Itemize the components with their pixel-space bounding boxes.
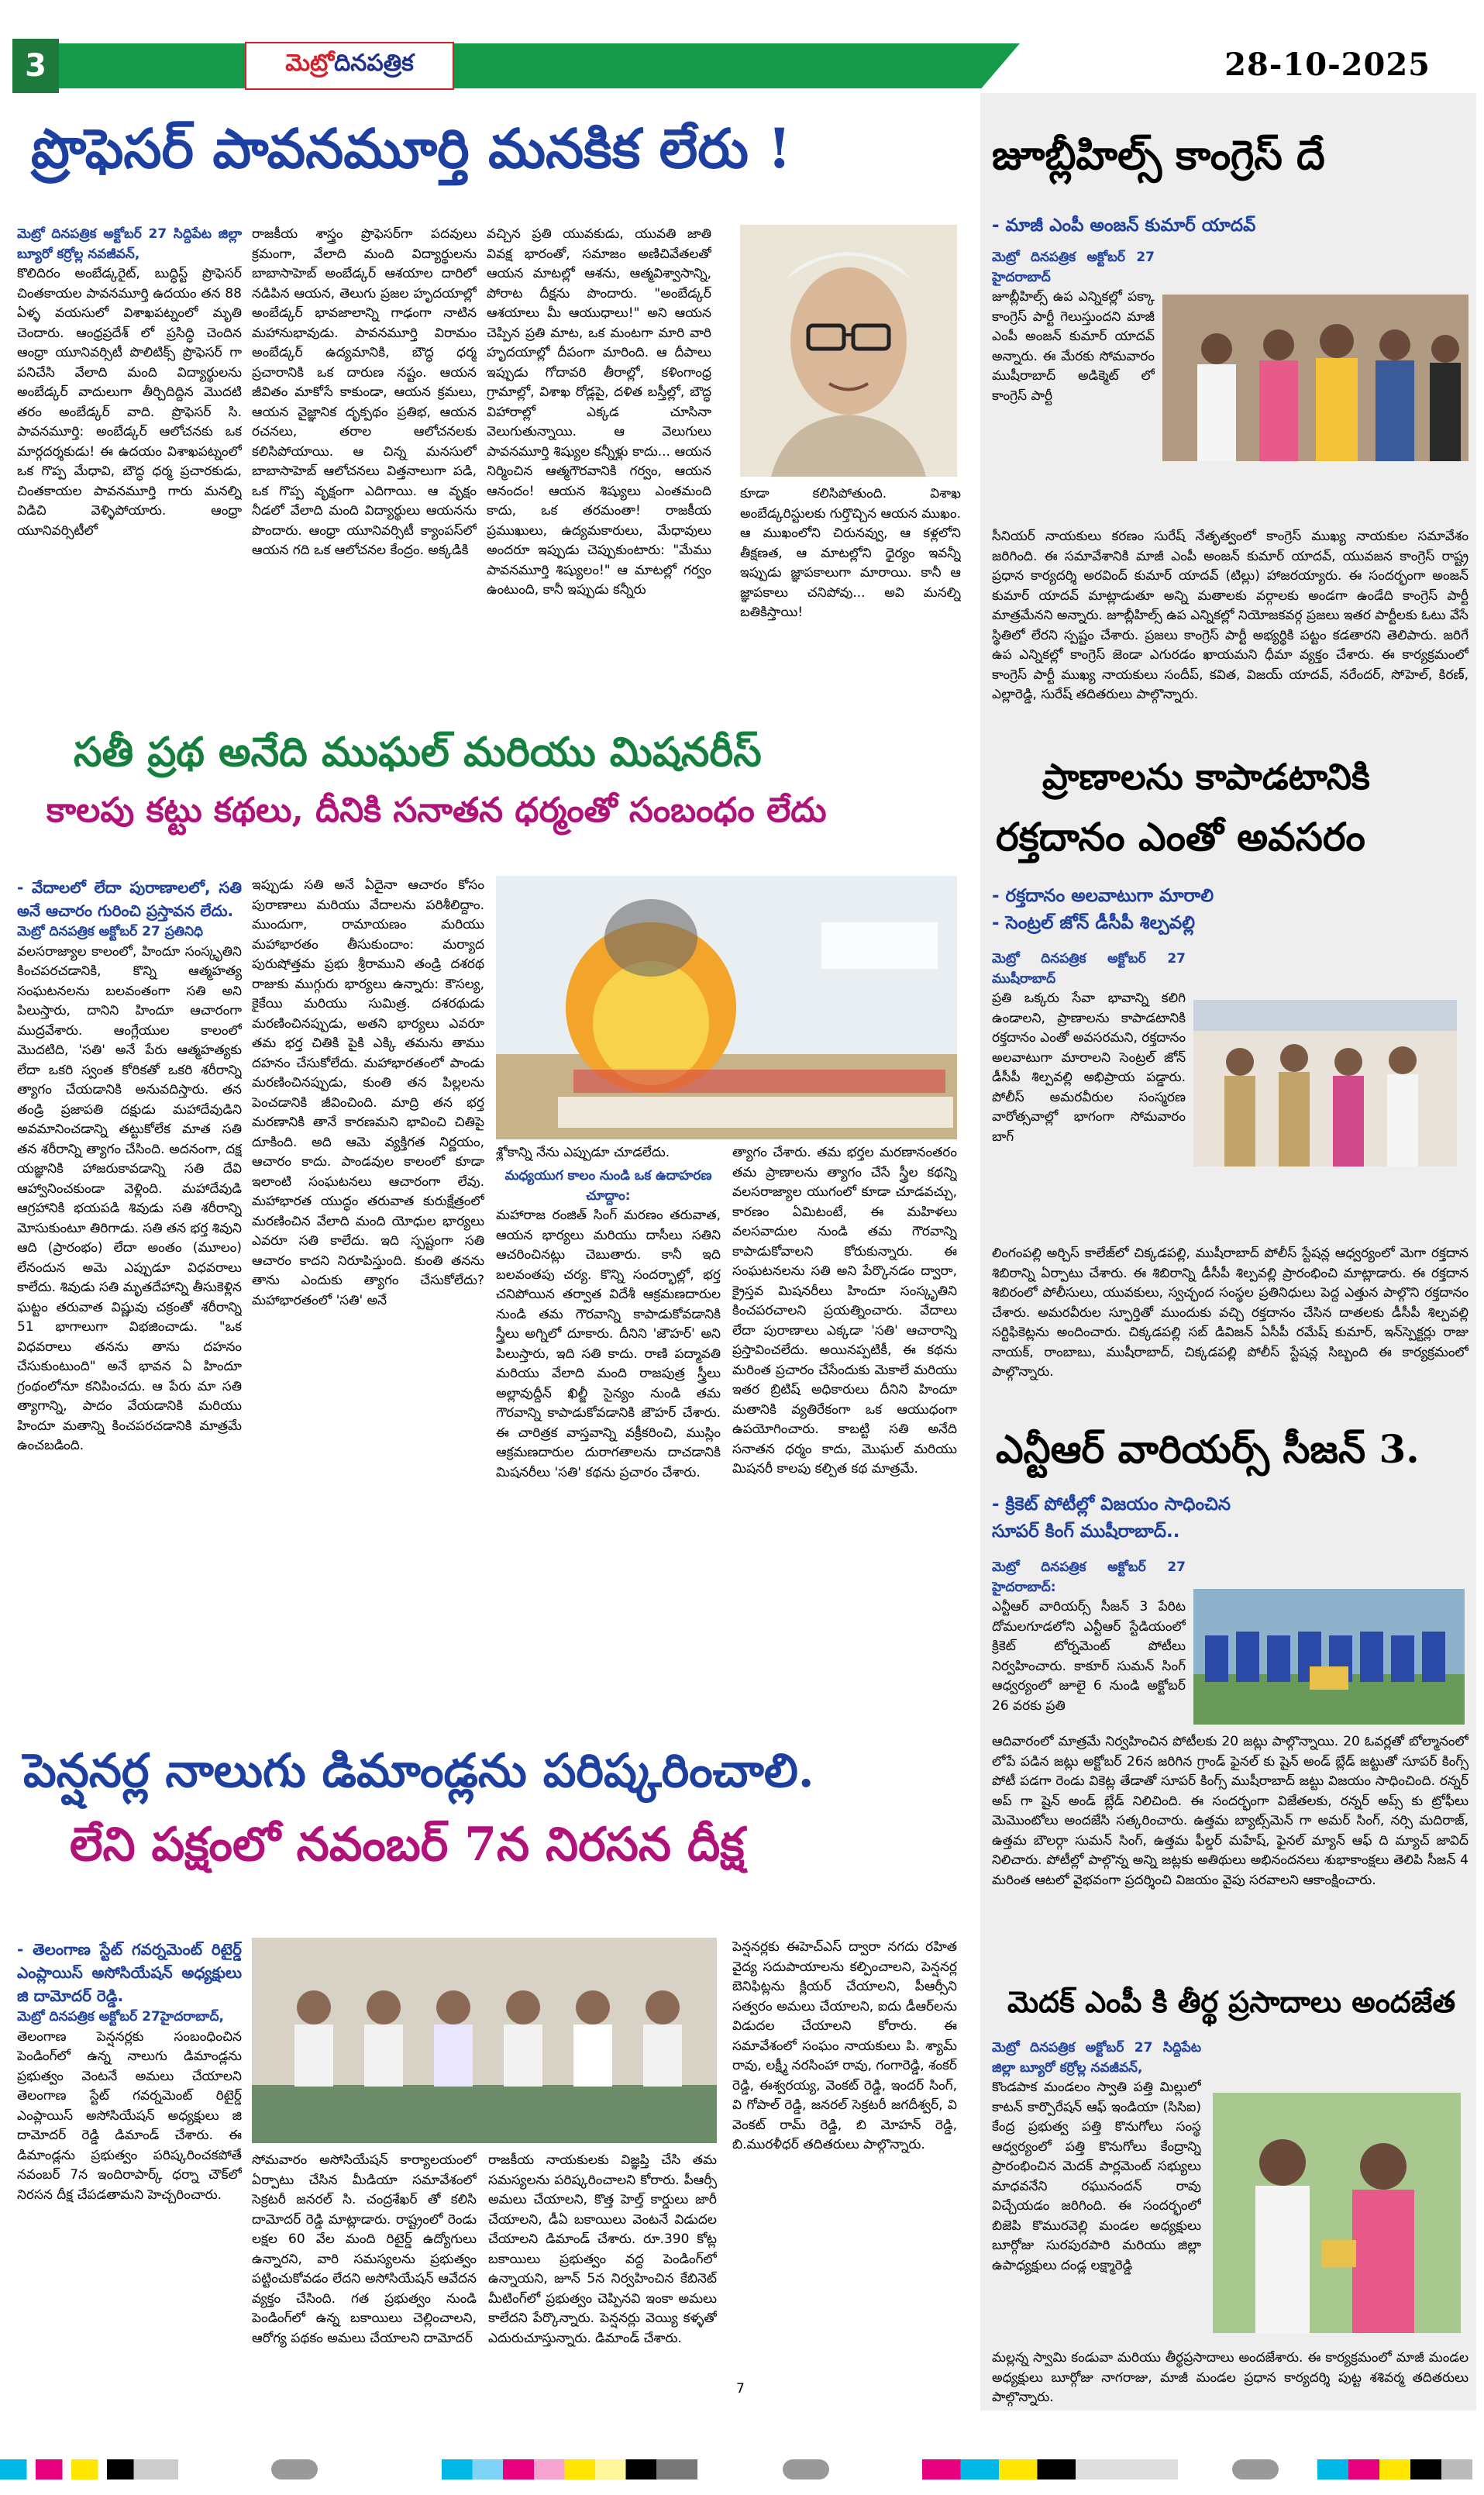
right3-column-side [992, 1558, 1186, 1732]
story2-column-2 [252, 876, 484, 1713]
right3-column-full [992, 1732, 1469, 1976]
right1-text-full: సీనియర్ నాయకులు కరణం సురేష్ నేతృత్వంలో కాంగ్రెస్ ముఖ్య నాయకుల సమావేశం జరిగింది. ఈ సమావేశానికి మాజీ ఎంపీ అంజన్ కుమార్ యాదవ్, యువజన కాంగ్రెస్ రాష్ట్ర ప్రధాన కార్యదర్శి అరవింద్ కుమార్ యాదవ్ (టిల్లు) హాజరయ్యారు. ఈ సందర్భంగా అంజన్ కుమార్ యాదవ్ మాట్లాడుతూ అన్ని మతాలకు వర్గాలకు అండగా ఉండేది కాంగ్రెస్ పార్టీ మాత్రమేనని అన్నారు. జూబ్లీహిల్స్ ఉప ఎన్నికల్లో నియోజకవర్గ ప్రజలు ఇతర పార్టీలకు ఓటు వేసే స్థితిలో లేరని స్పష్టం చేశారు. ప్రజలు కాంగ్రెస్ పార్టీ అభ్యర్థికి పట్టం కడతారని తెలిపారు. జరిగే ఉప ఎన్నికల్లో కాంగ్రెస్ జెండా ఎగురడం ఖాయమని ధీమా వ్యక్తం చేశారు. ఈ కార్యక్రమంలో కాంగ్రెస్ పార్టీ ముఖ్య నాయకులు సందీప్, కవిత, విజయ్ యాదవ్, నరేందర్, సోహెల్, కిరణ్, ఎల్లారెడ్డి, సురేష్ తదితరులు పాల్గొన్నారు. [992, 529, 1469, 702]
right1-column-full [992, 527, 1469, 752]
right2-text-full: లింగంపల్లి అర్చిస్ కాలేజ్‌లో చిక్కడపల్లి, ముషీరాబాద్ పోలీస్ స్టేషన్ల ఆధ్వర్యంలో మెగా రక్తదాన శిబిరాన్ని ఏర్పాటు చేశారు. ఈ శిబిరాన్ని డీసీపీ శిల్పవల్లి ప్రారంభించి మాట్లాడారు. ఈ రక్తదాన శిబిరంలో పోలీసులు, యువకులు, స్వచ్ఛంద సంస్థల ప్రతినిధులు పెద్ద ఎత్తున పాల్గొని రక్తదానం చేశారు. అమరవీరుల స్ఫూర్తితో ముందుకు వచ్చి రక్తదానం చేసిన దాతలకు డీసీపీ శిల్పవల్లి సర్టిఫికెట్లను అందించారు. చిక్కడపల్లి సబ్ డివిజన్ ఏసీపీ రమేష్ కుమార్, ఇన్‌స్పెక్టర్లు రాజు నాయక్, రాంబాబు, ముషీరాబాద్, చిక్కడపల్లి పోలీస్ స్టేషన్ల సిబ్బంది ఈ కార్యక్రమంలో పాల్గొన్నారు. [992, 1246, 1469, 1380]
right1-column-side [992, 248, 1155, 527]
story3-text-3: రాజకీయ నాయకులకు విజ్ఞప్తి చేసి తమ సమస్యలను పరిష్కరించాలని కోరారు. పీఆర్సీ అమలు చేయాలని, కొత్త హెల్త్ కార్డులు జారీ చేయాలని, డీఏ బకాయిలు వెంటనే విడుదల చేయాలని డిమాండ్ చేశారు. రూ.390 కోట్ల బకాయిలు ప్రభుత్వం వద్ద పెండింగ్‌లో ఉన్నాయని, జూన్ 5న నిర్వహించిన కేబినెట్ మీటింగ్‌లో ప్రభుత్వం చెప్పినవి ఇంకా అమలు కాలేదని పేర్కొన్నారు. పెన్షనర్లు వెయ్యి కళ్ళతో ఎదురుచూస్తున్నారు. డిమాండ్ చేశారు. [488, 2152, 717, 2346]
story1-text-1: కొలిదిరం అంబేడ్కరైట్, బుద్ధిస్ట్ ప్రొఫెసర్ చింతకాయల పావనమూర్తి ఉదయం తన 88 ఏళ్ళ వయసులో విశాఖపట్నంలో మృతి చెందారు. ఆంధ్రప్రదేశ్ లో ప్రసిద్ధి చెందిన ఆంధ్రా యూనివర్సిటీ పొలిటిక్స్ ప్రొఫెసర్ గా పనిచేసి వేలాది మంది విద్యార్థులను అంబేడ్కర్ వాదులుగా తీర్చిదిద్దిన మొదటి తరం అంబేడ్కర్ వాది. ప్రొఫెసర్ సి. పావనమూర్తి: అంబేడ్కర్ ఆలోచనకు ఒక మార్గదర్శకుడు! ఈ ఉదయం విశాఖపట్నంలో ఒక గొప్ప మేధావి, బౌద్ధ ధర్మ ప్రచారకుడు, చింతకాయల పావనమూర్తి గారు మనల్ని విడిచి వెళ్ళిపోయారు. ఆంధ్రా యూనివర్సిటీలో [17, 266, 242, 539]
story3-column-4 [732, 1938, 957, 2380]
right3-subhead-2: సూపర్ కింగ్ ముషీరాబాద్.. [992, 1521, 1180, 1542]
blood-donation-photo [1193, 1000, 1457, 1167]
story3-text-4: పెన్షనర్లకు ఈహెచ్ఎస్ ద్వారా నగదు రహిత వైద్య సదుపాయాలను కల్పించాలని, పెన్షనర్ల బెనిఫిట్లను క్లియర్ చేయాలని, పీఆర్సీని సత్వరం అమలు చేయాలని, ఐదు డీఆర్‌లను విడుదల చేయాలని కోరారు. ఈ సమావేశంలో సంఘం నాయకులు పి. శ్యామ్ రావు, లక్ష్మీ నరసింహా రావు, గంగారెడ్డి, శంకర్ రెడ్డి, ఈశ్వరయ్య, వెంకట్ రెడ్డి, ఇందర్ సింగ్, వి గోపాల్ రెడ్డి, జనరల్ సెక్రటరీ జగదీశ్వర్, వి వెంకట్ రామ్ రెడ్డి, బి మోహన్ రెడ్డి, బి.మురళీధర్ తదితరులు పాల్గొన్నారు. [732, 1939, 957, 2152]
right1-dateline: మెట్రో దినపత్రిక అక్టోబర్ 27 హైదరాబాద్ [992, 250, 1155, 285]
story2-subhead: - వేదాలలో లేదా పురాణాలలో, సతి అనే ఆచారం గురించి ప్రస్తావన లేదు. [17, 878, 242, 920]
story1-text-3: వచ్చిన ప్రతి యువకుడు, యువతి జాతి వివక్ష భారంతో, సమాజం అణిచివేతలతో ఆయన మాటల్లో ఆశను, ఆత్మవిశ్వాసాన్ని, పోరాట దీక్షను పొందారు. "అంబేడ్కర్ ఆశయాలు మీ ఆయుధాలు!" అని ఆయన చెప్పిన ప్రతి మాట, ఒక మంటగా మారి వారి హృదయాల్లో దీపంగా మారింది. ఆ దీపాలు ఇప్పుడు గోదావరి తీరాల్లో, కళింగాంధ్ర గ్రామాల్లో, విశాఖ రోడ్లపై, దళిత బస్తీల్లో, బౌద్ధ విహారాల్లో ఎక్కడ చూసినా వెలుగుతున్నాయి. ఆ వెలుగులు పావనమూర్తి శిష్యుల కన్నీళ్లు కాదు... ఆయన నిర్మించిన ఆత్మగౌరవానికి గర్వం, ఆయన ఆనందం! ఆయన శిష్యులు ఎంతమంది కాదు, ఒక తరమంతా! రాజకీయ ప్రముఖులు, ఉద్యమకారులు, మేధావులు అందరూ ఇప్పుడు చెప్పుకుంటారు: "మేము పావనమూర్తి శిష్యులం!" ఆ మాటల్లో గర్వం ఉంటుంది, కానీ ఇప్పుడు కన్నీరు [487, 226, 711, 598]
registration-mark-3 [1232, 2459, 1279, 2479]
right1-subhead: - మాజీ ఎంపీ అంజన్ కుమార్ యాదవ్ [992, 215, 1256, 236]
pensioners-meeting-photo [252, 1938, 717, 2143]
story2-column-1 [17, 876, 242, 1713]
right4-headline: మెదక్ ఎంపీ కి తీర్థ ప్రసాదాలు అందజేత [1007, 1984, 1456, 2019]
story3-dateline: మెట్రో దినపత్రిక అక్టోబర్ 27హైదరాబాద్, [17, 2009, 224, 2025]
story3-column-2 [252, 2151, 477, 2383]
right2-dateline: మెట్రో దినపత్రిక అక్టోబర్ 27 ముషీరాబాద్ [992, 951, 1186, 987]
right1-headline: జూబ్లీహిల్స్ కాంగ్రెస్ దే [992, 132, 1325, 179]
registration-bar-right [922, 2459, 1178, 2479]
story2-subhead-mid: మధ్యయుగ కాలం నుండి ఒక ఉదాహరణ చూద్దాం: [504, 1168, 712, 1204]
story3-column-3 [488, 2151, 717, 2383]
logo-part-2: దినపత్రిక [334, 50, 414, 77]
story2-headline-line-1: సతీ ప్రథ అనేది ముఘల్ మరియు మిషనరీస్ [74, 729, 762, 776]
story2-text-1: వలసరాజ్యాల కాలంలో, హిందూ సంస్కృతిని కించపరచడానికి, కొన్ని ఆత్మహత్య సంఘటనలను బలవంతంగా సతి అని పిలుస్తారు, దానిని హిందూ ఆచారంగా ముద్రవేశారు. ఆంగ్లేయుల కాలంలో మొదటిది, 'సతి' అనే పేరు ఆత్మహత్యకు లేదా ఒకరి స్వంత కోరికతో ఒకరి శరీరాన్ని త్యాగం చేయడానికి అనువదిస్తారు. తన తండ్రి ప్రజాపతి దక్షుడు మహాదేవుడిని అవమానించడాన్ని తట్టుకోలేక మాత సతి తన శరీరాన్ని త్యాగం చేసింది. అదనంగా, దక్ష యజ్ఞానికి హాజరుకావడాన్ని సతి దేవి ఆహ్వానించకుండా వెళ్లింది. మహాదేవుడి ఆగ్రహానికి భయపడి శివుడు సతి శరీరాన్ని మోసుకుంటూ తిరిగాడు. సతి తన భర్త శివుని ఆది (ప్రారంభం) లేదా అంతం (మూలం) లేనందున అమె ఎప్పుడూ విధవరాలు కాలేదు. శివుడు సతి మృతదేహాన్ని తీసుకెళ్లిన ఘట్టం తరువాత విష్ణువు చక్రంతో శరీరాన్ని 51 భాగాలుగా విభజించాడు. "ఒక విధవరాలు తనను తాను దహనం చేసుకుంటుంది" అనే భావన ఏ హిందూ గ్రంథంలోనూ కనిపించదు. ఆ పేరు మా సతి త్యాగాన్ని, పాదం వేయడానికి మరియు హిందూ మతాన్ని కించపరచడానికి మాత్రమే ఉంచబడింది. [17, 943, 242, 1453]
story3-headline-line-2: లేని పక్షంలో నవంబర్ 7న నిరసన దీక్ష [70, 1818, 745, 1872]
right2-subhead-2: - సెంట్రల్ జోన్ డీసీపీ శిల్పవల్లి [992, 913, 1195, 933]
story2-dateline: మెట్రో దినపత్రిక అక్టోబర్ 27 ప్రతినిధి [17, 924, 204, 939]
right2-column-side [992, 949, 1186, 1244]
right4-dateline: మెట్రో దినపత్రిక అక్టోబర్ 27 సిద్దిపేట జిల్లా బ్యూరో కర్రోల్ల నవజీవన్, [992, 2040, 1201, 2076]
right3-text-side: ఎన్టీఆర్ వారియర్స్ సీజన్ 3 పేరిట దోమలగూడలోని ఎన్టీఆర్ స్టేడియంలో క్రికెట్ టోర్నమెంట్ పోటీలు నిర్వహించారు. కాకూర్ సుమన్ సింగ్ ఆధ్వర్యంలో జూలై 6 నుండి అక్టోబర్ 26 వరకు ప్రతి [992, 1599, 1186, 1714]
registration-bar-left [0, 2459, 178, 2479]
story2-text-3: మహారాజ రంజిత్ సింగ్ మరణం తరువాత, ఆయన భార్యలు మరియు దాసీలు సతిని ఆచరించినట్లు చెబుతారు. కానీ ఇది బలవంతపు చర్య. కొన్ని సందర్భాల్లో, భర్త చనిపోయిన తర్వాత విదేశీ ఆక్రమణదారుల నుండి తమ గౌరవాన్ని కాపాడుకోవడానికి స్త్రీలు అగ్నిలో దూకారు. దీనిని 'జౌహర్' అని పిలుస్తారు, ఇది సతి కాదు. రాణి పద్మావతి మరియు వేలాది మంది రాజపుత్ర స్త్రీలు అల్లావుద్దీన్ ఖిల్జీ సైన్యం నుండి తమ గౌరవాన్ని కాపాడుకోవడానికి జౌహర్ చేశారు. ఈ చారిత్రక వాస్తవాన్ని వక్రీకరించి, ముస్లిం ఆక్రమణదారుల దురాగతాలను దాచడానికి మిషనరీలు 'సతి' కథను ప్రచారం చేశారు. [496, 1208, 721, 1480]
right3-text-full: ఆదివారంలో మాత్రమే నిర్వహించిన పోటీలకు 20 జట్లు పాల్గొన్నాయి. 20 ఓవర్లతో బోల్మానంలో లోపే పడిన జట్లు అక్టోబర్ 26న జరిగిన గ్రాండ్ ఫైనల్ కు షైన్ అండ్ బ్లేడ్ జట్టుతో సూపర్ కింగ్స్ పోటీ పడగా రెండు వికెట్ల తేడాతో సూపర్ కింగ్స్ ముషీరాబాద్ జట్టు విజయం సాధించింది. రన్నర్ అప్ గా షైన్ అండ్ బ్లేడ్ నిలిచింది. ఈ సందర్భంగా విజేతలకు, రన్నర్ అప్స్ కు ట్రోఫీలు మెమొంటోలు అందజేసి సత్కరించారు. ఉత్తమ బ్యాట్స్‌మెన్ గా అమర్ సింగ్, నర్సి మదిరాజ్, ఉత్తమ బౌలర్గా సుమన్ సింగ్, ఉత్తమ ఫీల్డర్ మహేష్, ఫైనల్ మ్యాన్ ఆఫ్ ది మ్యాచ్ జావిద్ నిలిచారు. పోటీల్లో పాల్గొన్న అన్ని జట్లకు అతిథులు అభినందనలు శుభాకాంక్షలు తెలిపి సీజన్ 4 మరింత ఆటలో వైభవంగా ప్రదర్శించి విజయం వైపు సరవాలని ఆకాంక్షించారు. [992, 1734, 1469, 1888]
story1-dateline: మెట్రో దినపత్రిక అక్టోబర్ 27 సిద్దిపేట జిల్లా బ్యూరో కర్రోల్ల నవజీవన్, [17, 226, 242, 262]
story3-headline-line-1: పెన్షనర్ల నాలుగు డిమాండ్లను పరిష్కరించాలి. [23, 1744, 814, 1798]
right3-dateline: మెట్రో దినపత్రిక అక్టోబర్ 27 హైదరాబాద్: [992, 1559, 1186, 1595]
professor-portrait-photo [740, 225, 957, 477]
story1-column-2 [252, 225, 477, 729]
story1-column-4 [740, 484, 961, 655]
story3-column-1 [17, 1938, 242, 2403]
right2-headline-line-2: రక్తదానం ఎంతో అవసరం [996, 814, 1365, 860]
registration-mark-2 [783, 2459, 829, 2479]
story2-headline-line-2: కాలపు కట్టు కథలు, దీనికి సనాతన ధర్మంతో సంబంధం లేదు [46, 791, 827, 830]
page-header [12, 39, 1477, 93]
registration-bar-center [442, 2459, 697, 2479]
story1-column-3 [487, 225, 711, 729]
newspaper-logo [245, 42, 454, 90]
story1-headline: ప్రొఫెసర్ పావనమూర్తి మనకిక లేరు ! [31, 116, 792, 181]
registration-bar-far-right [1317, 2459, 1472, 2479]
right2-headline-line-1: ప్రాణాలను కాపాడటానికి [1042, 756, 1370, 798]
registration-mark-1 [271, 2459, 318, 2479]
story1-text-2: రాజకీయ శాస్త్రం ప్రొఫెసర్‌గా పదవులు క్రమంగా, వేలాది మంది విద్యార్థులను బాబాసాహెబ్ అంబేడ్కర్ ఆశయాల దారిలో నడిపిన ఆయన, తెలుగు ప్రజల హృదయాల్లో అంబేడ్కర్ భావజాలాన్ని గాఢంగా నాటిన మహానుభావుడు. పావనమూర్తి విరామం అంబేడ్కర్ ఉద్యమానికి, బౌద్ధ ధర్మ ప్రచారానికి ఒక దారుణ నష్టం. ఆయన జీవితం మాకోసే కాకుండా, ఆయన క్రమలు, ఆయన వైజ్ఞానిక దృక్పథం ప్రతిభ, ఆయన రచనలు, తరాల ఆలోచనలకు కలిసిపోయాయి. ఆ చిన్న మనసులో బాబాసాహెబ్ ఆలోచనలు విత్తనాలుగా పడి, ఒక గొప్ప వృక్షంగా ఎదిగాయి. ఆ వృక్షం నీడలో వేలాది మంది విద్యార్థులు ఆయనను పొందారు. ఆంధ్రా యూనివర్సిటీ క్యాంపస్‌లో ఆయన గది ఒక ఆలోచనల కేంద్రం. అక్కడికి [252, 226, 477, 558]
cricket-team-photo [1193, 1589, 1465, 1725]
issue-date: 28-10-2025 [1224, 47, 1431, 83]
page-number: 3 [12, 39, 59, 93]
story1-column-1 [17, 225, 242, 729]
story2-caption: శ్లోకాన్ని నేను ఎప్పుడూ చూడలేదు. [496, 1145, 670, 1160]
story2-text-4: త్యాగం చేశారు. తమ భర్తల మరణానంతరం తమ ప్రాణాలను త్యాగం చేసే స్త్రీల కథన్ని వలసరాజ్యాల యుగంలో కూడా చూడవచ్చు, కారణం ఏమిటంటే, ఈ మహిళలు వలసవాదుల నుండి తమ గౌరవాన్ని కాపాడుకోవాలని కోరుకున్నారు. ఈ సంఘటనలను సతి అని పేర్కొనడం ద్వారా, క్రైస్తవ మిషనరీలు హిందూ సంస్కృతిని కించపరచాలని ప్రయత్నించారు. వేదాలు లేదా పురాణాలు ఎక్కడా 'సతి' ఆచారాన్ని ప్రస్తావించలేదు. అయినప్పటికీ, ఈ కథను మరింత ప్రచారం చేసేందుకు మెకాలే మరియు ఇతర బ్రిటిష్ అధికారులు దీనిని హిందూ మతానికి వ్యతిరేకంగా ఒక ఆయుధంగా ఉపయోగించారు. కాబట్టి సతి అనేది సనాతన ధర్మం కాదు, మొఘల్ మరియు మిషనరీ కాలపు కల్పిత కథ మాత్రమే. [732, 1145, 957, 1477]
right2-column-full [992, 1244, 1469, 1415]
medak-mp-photo [1213, 2093, 1461, 2333]
story1-text-4: కూడా కలిసిపోతుంది. విశాఖ అంబేడ్కరిస్టులకు గుర్తొచ్చిన ఆయన ముఖం. ఆ ముఖంలోని చిరునవ్వు, ఆ కళ్లలోని తీక్షణత, ఆ మాటల్లోని ధైర్యం ఇవన్నీ ఇప్పుడు జ్ఞాపకాలుగా మారాయి. కానీ ఆ జ్ఞాపకాలు చనిపోవు... అవి మనల్ని బతికిస్తాయి! [740, 486, 961, 620]
story2-column-3 [496, 1167, 721, 1713]
story3-text-1: తెలంగాణ పెన్షనర్లకు సంబంధించిన పెండింగ్‌లో ఉన్న నాలుగు డిమాండ్లను ప్రభుత్వం వెంటనే అమలు చేయాలని తెలంగాణ స్టేట్ గవర్నమెంట్ రిటైర్డ్ ఎంప్లాయిస్ అసోసియేషన్ అధ్యక్షులు జి దామోదర్ రెడ్డి డిమాండ్ చేశారు. ఈ డిమాండ్లను ప్రభుత్వం పరిష్కరించకపోతే నవంబర్ 7న ఇందిరాపార్క్ ధర్నా చౌక్‌లో నిరసన దీక్ష చేపడతామని హెచ్చరించారు. [17, 2028, 242, 2203]
story3-subhead: - తెలంగాణ స్టేట్ గవర్నమెంట్ రిటైర్డ్ ఎంప్లాయిస్ అసోసియేషన్ అధ్యక్షులు జి దామోదర్ రెడ్డి. [17, 1940, 242, 2005]
right1-text-side: జూబ్లీహిల్స్ ఉప ఎన్నికల్లో పక్కా కాంగ్రెస్ పార్టీ గెలుస్తుందని మాజీ ఎంపీ అంజన్ కుమార్ యాదవ్ అన్నారు. ఈ మేరకు సోమవారం ముషీరాబాద్ అడిక్మెట్ లో కాంగ్రెస్ పార్టీ [992, 289, 1155, 404]
right2-text-side: ప్రతి ఒక్కరు సేవా భావాన్ని కలిగి ఉండాలని, ప్రాణాలను కాపాడటానికి రక్తదానం ఎంతో అవసరమని, రక్తదానం అలవాటుగా మారాలని సెంట్రల్ జోన్ డీసీపీ శిల్పవల్లి అభిప్రాయ పడ్డారు. పోలీస్ అమరవీరుల సంస్మరణ వారోత్సవాల్లో భాగంగా సోమవారం బాగ్ [992, 991, 1186, 1145]
right4-column-side [992, 2038, 1201, 2349]
story2-column-4 [732, 1143, 957, 1713]
right4-column-full [992, 2349, 1469, 2411]
right3-headline: ఎన్టీఆర్ వారియర్స్ సీజన్ 3. [996, 1426, 1420, 1472]
story3-text-2: సోమవారం అసోసియేషన్ కార్యాలయంలో ఏర్పాటు చేసిన మీడియా సమావేశంలో సెక్రటరీ జనరల్ సి. చంద్రశేఖర్ తో కలిసి దామోదర్ రెడ్డి మాట్లాడారు. రాష్ట్రంలో రెండు లక్షల 60 వేల మంది రిటైర్డ్ ఉద్యోగులు ఉన్నారని, వారి సమస్యలను ప్రభుత్వం పట్టించుకోవడం లేదని అసోసియేషన్ ఆవేదన వ్యక్తం చేసింది. గత ప్రభుత్వం నుండి పెండింగ్‌లో ఉన్న బకాయిలు చెల్లించాలని, ఆరోగ్య పథకం అమలు చేయాలని దామోదర్ [252, 2152, 477, 2346]
story2-text-2: ఇప్పుడు సతి అనే ఏదైనా ఆచారం కోసం పురాణాలు మరియు వేదాలను పరిశీలిద్దాం. ముందుగా, రామాయణం మరియు మహాభారతం తీసుకుందాం: మర్యాద పురుషోత్తమ ప్రభు శ్రీరాముని తండ్రి దశరథ రాజుకు ముగ్గురు భార్యలు ఉన్నారు: కౌసల్య, కైకేయి మరియు సుమిత్ర. దశరథుడు మరణించినప్పుడు, అతని భార్యలు ఎవరూ తమ భర్త చితికి పైకి ఎక్కి తమను తాము దహనం చేసుకోలేదు. మహాభారతంలో పాండు మరణించినప్పుడు, కుంతి తన పిల్లలను పెంచడానికి జీవించింది. మాద్రి తన భర్త మరణానికి తానే కారణమని భావించి చితిపై దూకింది. అది ఆమె వ్యక్తిగత నిర్ణయం, ఆచారం కాదు. పాండవుల కాలంలో కూడా ఇలాంటి సంఘటనలు ఆచారంగా లేవు. మహాభారత యుద్ధం తరువాత కురుక్షేత్రంలో మరణించిన వేలాది మంది యోధుల భార్యలు ఎవరూ సతి కాలేదు. ఇది స్పష్టంగా సతి ఆచారం కాదని నిరూపిస్తుంది. కుంతి తనను తాను ఎందుకు త్యాగం చేసుకోలేదు? మహాభారతంలో 'సతి' అనే [252, 877, 484, 1308]
right4-text-full: మల్లన్న స్వామి కండువా మరియు తీర్థప్రసాదాలు అందజేశారు. ఈ కార్యక్రమంలో మాజీ మండల అధ్యక్షులు బూర్గోజు నాగరాజు, మాజీ మండల ప్రధాన కార్యదర్శి పుట్ట శశివర్మ తదితరులు పాల్గొన్నారు. [992, 2350, 1469, 2405]
right4-text-side: కొండపాక మండలం స్వాతి పత్తి మిల్లులో కాటన్ కార్పొరేషన్ ఆఫ్ ఇండియా (సిసిఐ) కేంద్ర ప్రభుత్వ పత్తి కొనుగోలు సంస్థ ఆధ్వర్యంలో పత్తి కొనుగోలు కేంద్రాన్ని ప్రారంభించిన మెదక్ పార్లమెంట్ సభ్యులు మాధవనేని రఘునందన్ రావు విచ్చేయడం జరిగింది. ఈ సందర్భంలో బిజెపి కొమురవెల్లి మండల అధ్యక్షులు బూర్గోజు సురపురపారి మరియు జిల్లా ఉపాధ్యక్షులు దండ్ల లక్ష్మారెడ్డి [992, 2080, 1201, 2273]
header-green-bar [59, 43, 1020, 88]
sati-illustration-photo [496, 876, 957, 1139]
congress-meeting-photo [1162, 295, 1469, 461]
right3-subhead-1: - క్రికెట్ పోటీల్లో విజయం సాధించిన [992, 1494, 1231, 1515]
story3-page-mark: 7 [736, 2381, 745, 2397]
right2-subhead-1: - రక్తదానం అలవాటుగా మారాలి [992, 886, 1214, 906]
logo-part-1: మెట్రో [285, 50, 335, 77]
